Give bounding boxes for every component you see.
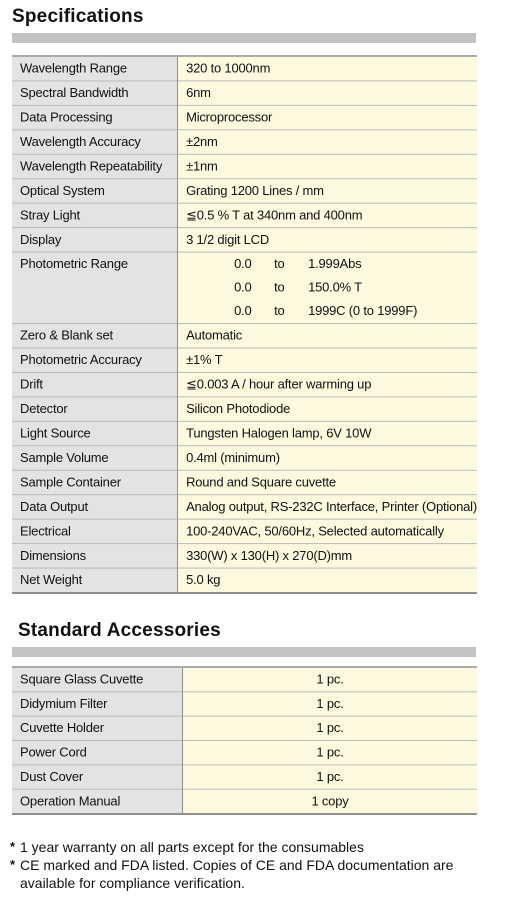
- accessory-quantity: 1 pc.: [183, 765, 478, 789]
- spec-label: Stray Light: [12, 203, 178, 227]
- range-from: 0.0: [234, 279, 252, 295]
- range-max: 1.999Abs: [308, 256, 362, 272]
- range-to-word: to: [274, 279, 285, 295]
- spec-value: ±1% T: [178, 348, 477, 372]
- accessory-name: Power Cord: [12, 741, 183, 765]
- spec-row: [12, 154, 477, 178]
- spec-row: [12, 470, 477, 494]
- spec-label: Optical System: [12, 179, 178, 203]
- spec-label: Photometric Range: [12, 252, 178, 323]
- accessories-title: Standard Accessories: [18, 620, 221, 641]
- spec-value: Automatic: [178, 324, 477, 348]
- accessory-quantity: 1 pc.: [183, 667, 478, 692]
- specifications-header-bar: [12, 33, 476, 43]
- accessory-row: [12, 741, 477, 765]
- spec-label: Zero & Blank set: [12, 324, 178, 348]
- accessory-row: [12, 716, 477, 740]
- spec-row: [12, 130, 477, 154]
- accessory-row: [12, 692, 477, 716]
- spec-label: Net Weight: [12, 568, 178, 593]
- accessory-row: [12, 765, 477, 789]
- footnote-text: CE marked and FDA listed. Copies of CE and FDA documentation are available for compliance verification.: [20, 857, 454, 891]
- spec-row: [12, 324, 477, 348]
- range-max: 1999C (0 to 1999F): [308, 303, 418, 319]
- range-from: 0.0: [234, 256, 252, 272]
- spec-row: [12, 348, 477, 372]
- photometric-range-line: [186, 276, 477, 299]
- specifications-title: Specifications: [12, 6, 144, 27]
- range-to-word: to: [274, 303, 285, 319]
- spec-value: ≦0.5 % T at 340nm and 400nm: [178, 203, 477, 227]
- spec-value: 330(W) x 130(H) x 270(D)mm: [178, 544, 477, 568]
- spec-row: [12, 544, 477, 568]
- spec-value: Grating 1200 Lines / mm: [178, 179, 477, 203]
- accessory-quantity: 1 pc.: [183, 692, 478, 716]
- accessory-row: [12, 789, 477, 814]
- accessory-quantity: 1 copy: [183, 789, 478, 814]
- photometric-range-line: [186, 253, 477, 276]
- spec-label: Sample Container: [12, 470, 178, 494]
- spec-label: Data Processing: [12, 105, 178, 129]
- spec-value: Analog output, RS-232C Interface, Printer (Optional): [178, 495, 477, 519]
- spec-label: Detector: [12, 397, 178, 421]
- range-to-word: to: [274, 256, 285, 272]
- spec-value: 0.4ml (minimum): [178, 446, 477, 470]
- spec-value: ≦0.003 A / hour after warming up: [178, 372, 477, 396]
- spec-row: [12, 446, 477, 470]
- accessory-quantity: 1 pc.: [183, 741, 478, 765]
- spec-label: Electrical: [12, 519, 178, 543]
- spec-label: Dimensions: [12, 544, 178, 568]
- spec-label: Light Source: [12, 421, 178, 445]
- spec-value: Round and Square cuvette: [178, 470, 477, 494]
- spec-value: 3 1/2 digit LCD: [178, 228, 477, 252]
- spec-value: ±2nm: [178, 130, 477, 154]
- spec-row: [12, 56, 477, 81]
- accessory-name: Dust Cover: [12, 765, 183, 789]
- range-from: 0.0: [234, 303, 252, 319]
- footnote-text: 1 year warranty on all parts except for the consumables: [20, 839, 364, 855]
- spec-label: Display: [12, 228, 178, 252]
- accessory-name: Operation Manual: [12, 789, 183, 814]
- footnotes: [10, 838, 495, 892]
- spec-label: Wavelength Range: [12, 56, 178, 81]
- photometric-range-values: [178, 252, 477, 323]
- range-max: 150.0% T: [308, 279, 362, 295]
- spec-row: [12, 203, 477, 227]
- spec-value: Silicon Photodiode: [178, 397, 477, 421]
- accessories-table: [12, 666, 477, 815]
- accessory-name: Square Glass Cuvette: [12, 667, 183, 692]
- spec-row: [12, 568, 477, 593]
- footnote: [10, 838, 495, 856]
- photometric-range-line: [186, 300, 477, 323]
- spec-label: Data Output: [12, 495, 178, 519]
- spec-label: Spectral Bandwidth: [12, 81, 178, 105]
- spec-row: [12, 105, 477, 129]
- spec-row-photometric-range: [12, 252, 477, 323]
- spec-row: [12, 421, 477, 445]
- spec-value: Tungsten Halogen lamp, 6V 10W: [178, 421, 477, 445]
- spec-value: ±1nm: [178, 154, 477, 178]
- accessory-quantity: 1 pc.: [183, 716, 478, 740]
- spec-row: [12, 495, 477, 519]
- asterisk-icon: *: [10, 839, 16, 854]
- spec-row: [12, 397, 477, 421]
- spec-value: 320 to 1000nm: [178, 56, 477, 81]
- accessories-header-bar: [12, 647, 476, 657]
- spec-row: [12, 519, 477, 543]
- spec-label: Photometric Accuracy: [12, 348, 178, 372]
- spec-value: 100-240VAC, 50/60Hz, Selected automatically: [178, 519, 477, 543]
- spec-row: [12, 228, 477, 252]
- spec-row: [12, 179, 477, 203]
- spec-label: Drift: [12, 372, 178, 396]
- footnote: [10, 856, 495, 892]
- spec-row: [12, 81, 477, 105]
- spec-value: Microprocessor: [178, 105, 477, 129]
- spec-label: Sample Volume: [12, 446, 178, 470]
- asterisk-icon: *: [10, 857, 16, 872]
- spec-value: 6nm: [178, 81, 477, 105]
- accessory-name: Cuvette Holder: [12, 716, 183, 740]
- spec-label: Wavelength Accuracy: [12, 130, 178, 154]
- spec-label: Wavelength Repeatability: [12, 154, 178, 178]
- spec-value: 5.0 kg: [178, 568, 477, 593]
- spec-row: [12, 372, 477, 396]
- specifications-table: [12, 55, 477, 594]
- accessory-name: Didymium Filter: [12, 692, 183, 716]
- accessory-row: [12, 667, 477, 692]
